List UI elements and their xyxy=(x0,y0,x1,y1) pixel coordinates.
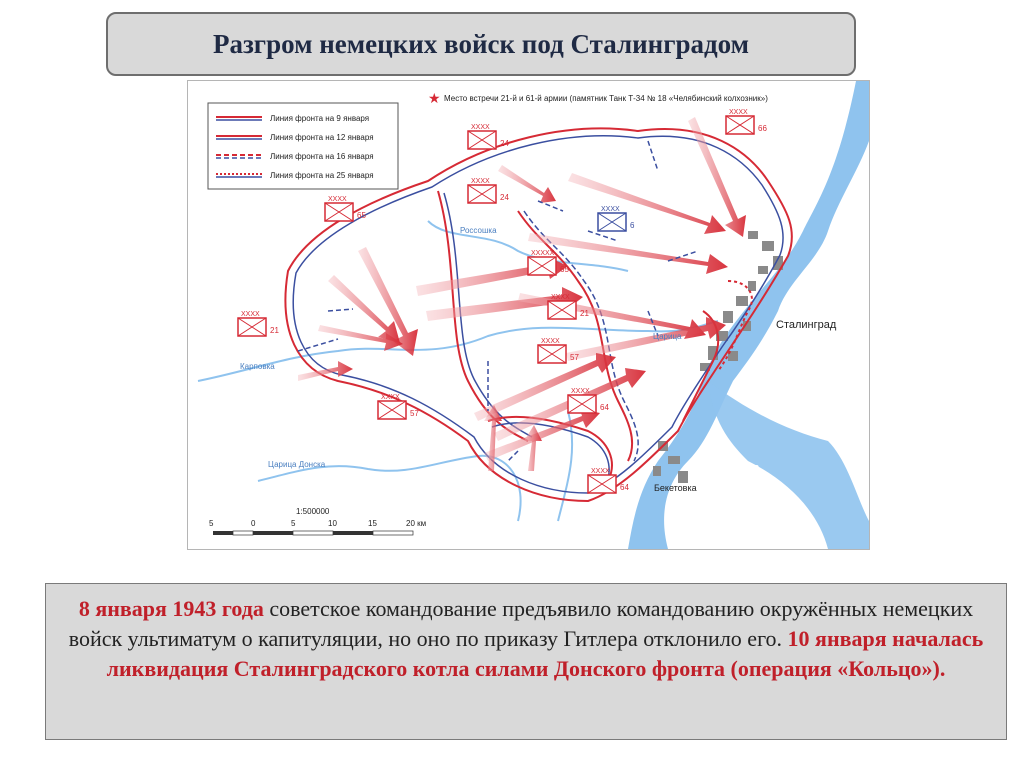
scale-tick-1: 5 xyxy=(209,519,214,528)
label-volga: Волга xyxy=(730,462,760,474)
legend-item-3: Линия фронта на 16 января xyxy=(270,152,374,161)
unit-corps: XXXX xyxy=(601,206,620,213)
unit-corps: XXXX xyxy=(471,124,490,131)
unit-6-german xyxy=(598,206,635,231)
unit-corps: XXXX xyxy=(571,388,590,395)
scale-bar xyxy=(209,507,426,535)
unit-number: 21 xyxy=(270,326,279,335)
unit-corps: XXXX xyxy=(381,394,400,401)
unit-number: 64 xyxy=(620,483,629,492)
unit-number: 57 xyxy=(570,353,579,362)
unit-number: 57 xyxy=(410,409,419,418)
unit-number: 64 xyxy=(600,403,609,412)
unit-57-center xyxy=(538,338,579,363)
unit-24-center xyxy=(468,178,509,203)
unit-corps: XXXXX xyxy=(531,250,555,257)
info-text-2: 10 января началась ликвидация Сталинградского котла силами Донского фронта (операция «Кольцо»). xyxy=(106,626,984,681)
label-rossoshka: Россошка xyxy=(460,226,497,235)
scale-tick-3: 5 xyxy=(291,519,296,528)
unit-corps: XXXX xyxy=(328,196,347,203)
scale-tick-5: 15 xyxy=(368,519,377,528)
info-date-1: 8 января 1943 года xyxy=(78,596,264,621)
unit-corps: XXXX xyxy=(541,338,560,345)
unit-corps: XXXX xyxy=(729,109,748,116)
meeting-note: Место встречи 21-й и 61-й армии (памятник Танк Т-34 № 18 «Челябинский колхозник») xyxy=(444,94,768,103)
label-tsaritsa-donskaya: Царица Донска xyxy=(268,460,326,469)
legend-item-2: Линия фронта на 12 января xyxy=(270,133,374,142)
unit-number: 65 xyxy=(560,265,569,274)
unit-number: 24 xyxy=(500,139,509,148)
unit-66 xyxy=(726,109,767,134)
unit-number: 24 xyxy=(500,193,509,202)
unit-corps: XXXX xyxy=(241,311,260,318)
scale-tick-2: 0 xyxy=(251,519,256,528)
label-beketovka: Бекетовка xyxy=(654,483,697,493)
unit-corps: XXXX xyxy=(471,178,490,185)
meeting-star-icon: ★ xyxy=(428,90,441,106)
map xyxy=(187,80,870,550)
info-panel xyxy=(45,583,1007,740)
label-stalingrad: Сталинград xyxy=(776,319,837,331)
title-box xyxy=(106,12,856,76)
scale-ratio: 1:500000 xyxy=(296,507,330,516)
legend-item-4: Линия фронта на 25 января xyxy=(270,171,374,180)
info-text-1: советское командование предъявило командованию окружённых немецких войск ультиматум о капитуляции, но оно по приказу Гитлера отклонило его. xyxy=(68,596,974,651)
legend-item-1: Линия фронта на 9 января xyxy=(270,114,370,123)
scale-tick-4: 10 xyxy=(328,519,337,528)
unit-24-north xyxy=(468,124,509,149)
legend xyxy=(208,103,398,189)
unit-21-west xyxy=(238,311,279,336)
scale-tick-6: 20 км xyxy=(406,519,427,528)
label-karpovka: Карповка xyxy=(240,362,275,371)
label-tsaritsa: Царица xyxy=(653,332,682,341)
unit-corps: XXXX xyxy=(551,294,570,301)
unit-number: 65 xyxy=(357,211,366,220)
unit-number: 21 xyxy=(580,309,589,318)
page-title: Разгром немецких войск под Сталинградом xyxy=(212,28,750,59)
unit-number: 6 xyxy=(630,221,635,230)
unit-corps: XXXX xyxy=(591,468,610,475)
unit-number: 66 xyxy=(758,124,767,133)
